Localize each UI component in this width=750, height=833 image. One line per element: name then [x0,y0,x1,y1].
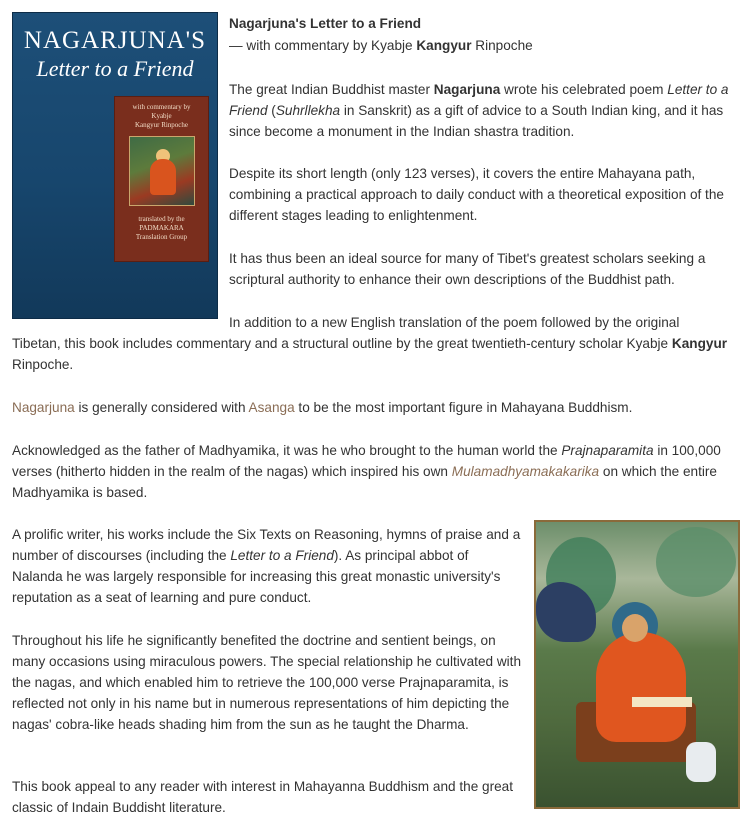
cover-illustration [129,136,195,206]
text-span: in 100,000 verses (hitherto hidden in the realm of the nagas) which inspired his own [12,443,721,479]
prajnaparamita-title: Prajnaparamita [561,443,654,458]
text-span: on which the entire Madhyamika is based. [12,464,717,500]
text-span: Tibetan, this book includes commentary and a structural outline by the great twentieth-century scholar Kyabje [12,336,672,351]
cover-credit-line: with commentary by [132,103,191,111]
commentary-name: Kangyur [416,38,472,53]
asanga-link[interactable]: Asanga [248,400,295,415]
cover-panel [114,96,209,262]
cover-subtitle: Letter to a Friend [36,56,194,81]
text-span: ). As principal abbot of Nalanda he was largely responsible for increasing this great monastic university's reputation as a seat of learning and pure conduct. [12,548,501,605]
text-span: wrote his celebrated poem [500,82,668,97]
text-span: ( [267,103,276,118]
paragraph [12,524,522,608]
cover-credit-line: Kangyur Rinpoche [134,121,189,129]
book-title-line [229,13,744,34]
paragraph: This book appeal to any reader with interest in Mahayanna Buddhism and the great classic of Indain Buddisht literature. [12,779,514,815]
text-span: is generally considered with [74,400,249,415]
paragraph: It has thus been an ideal source for many of Tibet's greatest scholars seeking a scriptural authority to enhance their own descriptions of the Buddhist path. [229,251,706,287]
cover-credit-line: Translation Group [135,233,188,241]
painting-attendant [686,742,716,782]
book-title: Letter to a Friend [229,82,729,118]
commentary-prefix: — with commentary by Kyabje [229,38,417,53]
cover-title: NAGARJUNA'S [23,27,207,54]
painting-tree [656,527,736,597]
painting-robe [596,632,686,742]
paragraph [12,333,739,375]
text-span: Acknowledged as the father of Madhyamika, it was he who brought to the human world the [12,443,562,458]
text-span: in Sanskrit) as a gift of advice to a South Indian king, and it has since become a monument in the Indian shastra tradition. [229,103,724,139]
book-title: 's Letter to a Friend [295,16,422,31]
cover-credit-line: Kyabje [151,112,172,120]
paragraph: Throughout his life he significantly benefited the doctrine and sentient beings, on many occasions using miraculous powers. The special relationship he cultivated with the nagas, and which enabled him to retrieve the 100,000 verse Prajnaparamita, is reflected not only in his name but in numerous representations of him depicting the nagas' cobra-like heads shading him from the sun as he taught the Dharma. [12,633,522,732]
sanskrit-title: Suhrllekha [275,103,341,118]
paragraph [12,397,739,418]
mulamadhyamakakarika-link[interactable]: Mulamadhyamakakarika [451,464,600,479]
text-span: A prolific writer, his works include the Six Texts on Reasoning, hymns of praise and a number of discourses (including the [12,527,521,563]
painting-scroll [632,697,692,707]
painting-head [622,614,648,642]
text-span: to be the most important figure in Mahayana Buddhism. [294,400,633,415]
commentary-suffix: Rinpoche [471,38,533,53]
author-name: Nagarjuna [433,82,501,97]
text-span: Rinpoche. [12,357,74,372]
intro-paragraph [229,79,741,142]
cover-credit-line: PADMAKARA [139,224,184,232]
cover-credit-line: translated by the [138,215,185,223]
commentary-name: Kangyur [671,336,728,351]
paragraph: Despite its short length (only 123 verses), it covers the entire Mahayana path, combining a practical approach to daily conduct with a theoretical exposition of the different stages leading to enlightenment. [229,166,724,223]
cover-figure [150,159,176,195]
text-span: The great Indian Buddhist master [229,82,434,97]
text-span: In addition to a new English translation of the poem followed by the original [229,315,680,330]
paragraph [229,312,739,333]
nagarjuna-link[interactable]: Nagarjuna [12,400,75,415]
book-cover [12,12,218,319]
paragraph [12,440,739,503]
book-title: Letter to a Friend [230,548,334,563]
commentary-line [229,35,744,56]
author-name: Nagarjuna [229,16,296,31]
nagarjuna-painting [534,520,740,809]
